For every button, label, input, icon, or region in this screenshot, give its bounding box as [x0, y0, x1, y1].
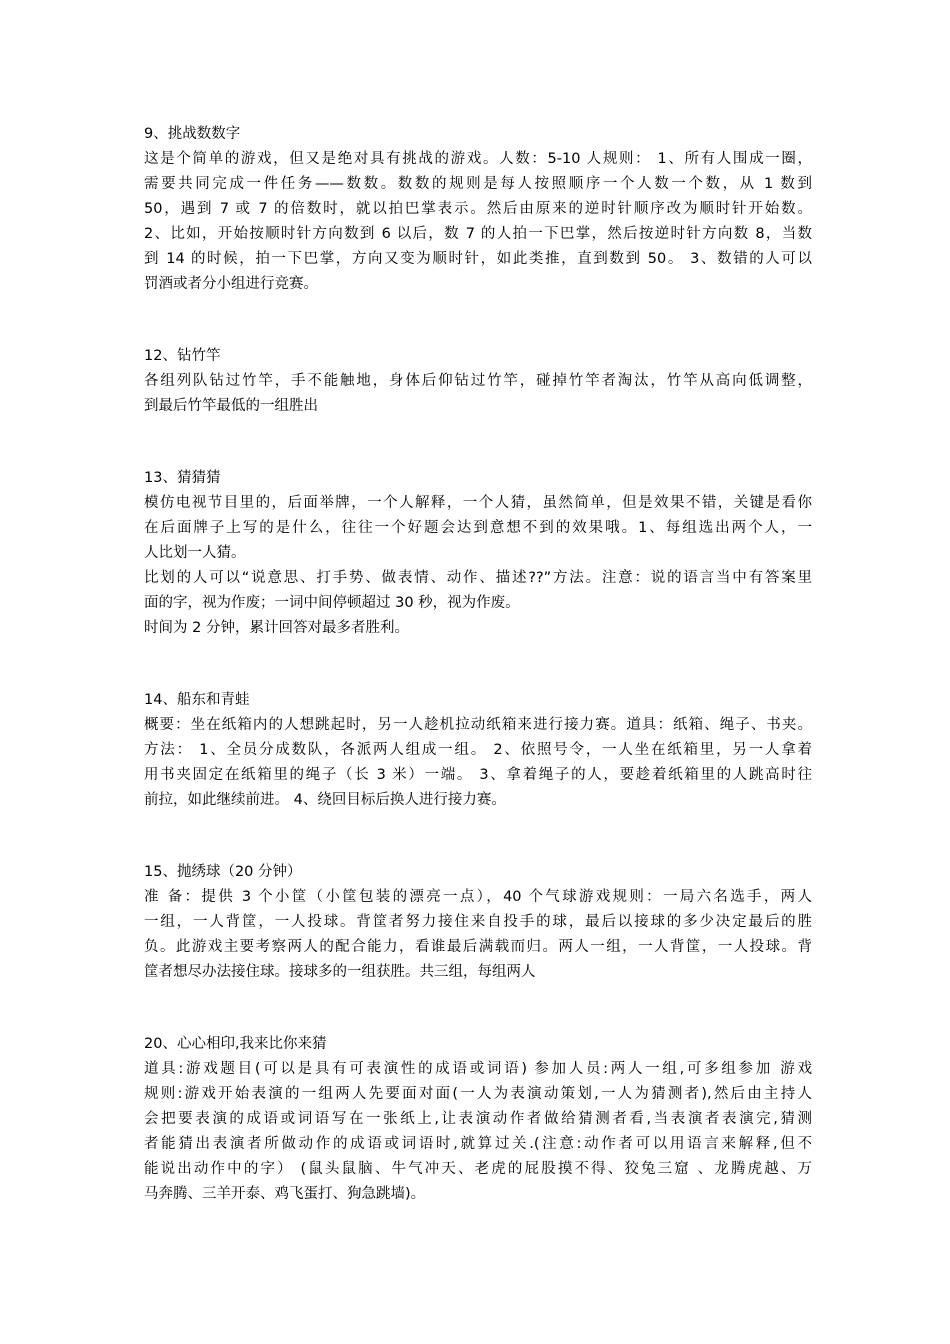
- body-line: 会把要表演的成语或词语写在一张纸上,让表演动作者做给猜测者看,当表演者表演完,猜测: [144, 1111, 812, 1127]
- section-body: [144, 885, 812, 985]
- body-line: 到最后竹竿最低的一组胜出: [144, 398, 318, 414]
- section-20: [144, 1032, 812, 1207]
- body-line: 罚酒或者分小组进行竞赛。: [144, 276, 318, 292]
- body-line: 方法： 1、全员分成数队，各派两人组成一组。 2、依照号令，一人坐在纸箱里，另一人拿着: [144, 742, 812, 758]
- body-line: 一组，一人背筐，一人投球。背筐者努力接住来自投手的球，最后以接球的多少决定最后的胜: [144, 914, 812, 930]
- body-line: 2、比如，开始按顺时针方向数到 6 以后，数 7 的人拍一下巴掌，然后按逆时针方向数 8，当数: [144, 226, 812, 242]
- body-line: 规则:游戏开始表演的一组两人先要面对面(一人为表演动策划,一人为猜测者),然后由主持人: [144, 1086, 812, 1102]
- section-body: [144, 369, 812, 419]
- body-line: 时间为 2 分钟，累计回答对最多者胜利。: [144, 620, 409, 636]
- body-line: 能说出动作中的字） (鼠头鼠脑、牛气冲天、老虎的屁股摸不得、狡兔三窟 、龙腾虎越、万: [144, 1161, 812, 1177]
- section-9: [144, 122, 812, 297]
- section-body: [144, 1057, 812, 1207]
- body-line: 筐者想尽办法接住球。接球多的一组获胜。共三组，每组两人: [144, 964, 536, 980]
- section-15: [144, 860, 812, 985]
- section-12: [144, 344, 812, 419]
- body-line: 用书夹固定在纸箱里的绳子（长 3 米）一端。 3、拿着绳子的人，要趁着纸箱里的人跳高时往: [144, 767, 812, 783]
- section-title: 15、抛绣球（20 分钟）: [144, 864, 302, 880]
- body-line: 模仿电视节目里的，后面举牌，一个人解释，一个人猜，虽然简单，但是效果不错，关键是看你: [144, 495, 812, 511]
- body-line: 需要共同完成一件任务——数数。数数的规则是每人按照顺序一个人数一个数，从 1 数到: [144, 176, 812, 192]
- body-line: 准 备：提供 3 个小筐（小筐包装的漂亮一点），40 个气球游戏规则：一局六名选手，两人: [144, 889, 812, 905]
- body-line: 比划的人可以“说意思、打手势、做表情、动作、描述??”方法。注意：说的语言当中有答案里: [144, 570, 812, 586]
- section-title: 9、挑战数数字: [144, 126, 241, 142]
- body-line: 面的字，视为作废；一词中间停顿超过 30 秒，视为作废。: [144, 595, 520, 611]
- section-13: [144, 466, 812, 641]
- body-line: 在后面牌子上写的是什么，往往一个好题会达到意想不到的效果哦。1、每组选出两个人，一: [144, 520, 812, 536]
- body-line: 50，遇到 7 或 7 的倍数时，就以拍巴掌表示。然后由原来的逆时针顺序改为顺时针开始数。: [144, 201, 812, 217]
- body-line: 概要：坐在纸箱内的人想跳起时，另一人趁机拉动纸箱来进行接力赛。道具：纸箱、绳子、书夹。: [144, 717, 812, 733]
- section-title: 13、猜猜猜: [144, 470, 221, 486]
- body-line: 这是个简单的游戏，但又是绝对具有挑战的游戏。人数：5-10 人规则： 1、所有人围成一圈，: [144, 151, 812, 167]
- section-body: [144, 713, 812, 813]
- body-line: 到 14 的时候，拍一下巴掌，方向又变为顺时针，如此类推，直到数到 50。 3、数错的人可以: [144, 251, 812, 267]
- document-page: [144, 122, 812, 1207]
- body-line: 各组列队钻过竹竿，手不能触地，身体后仰钻过竹竿，碰掉竹竿者淘汰，竹竿从高向低调整，: [144, 373, 812, 389]
- section-title: 14、船东和青蛙: [144, 692, 250, 708]
- body-line: 负。此游戏主要考察两人的配合能力，看谁最后满载而归。两人一组，一人背筐，一人投球。背: [144, 939, 812, 955]
- body-line: 前拉，如此继续前进。 4、绕回目标后换人进行接力赛。: [144, 792, 506, 808]
- section-body: [144, 491, 812, 641]
- body-line: 者能猜出表演者所做动作的成语或词语时,就算过关.(注意:动作者可以用语言来解释,但不: [144, 1136, 812, 1152]
- section-body: [144, 147, 812, 297]
- body-line: 人比划一人猜。: [144, 545, 246, 561]
- section-14: [144, 688, 812, 813]
- body-line: 马奔腾、三羊开泰、鸡飞蛋打、狗急跳墙)。: [144, 1186, 426, 1202]
- section-title: 12、钻竹竿: [144, 348, 221, 364]
- body-line: 道具:游戏题目(可以是具有可表演性的成语或词语) 参加人员:两人一组,可多组参加 游戏: [144, 1061, 812, 1077]
- section-title: 20、心心相印,我来比你来猜: [144, 1036, 327, 1052]
